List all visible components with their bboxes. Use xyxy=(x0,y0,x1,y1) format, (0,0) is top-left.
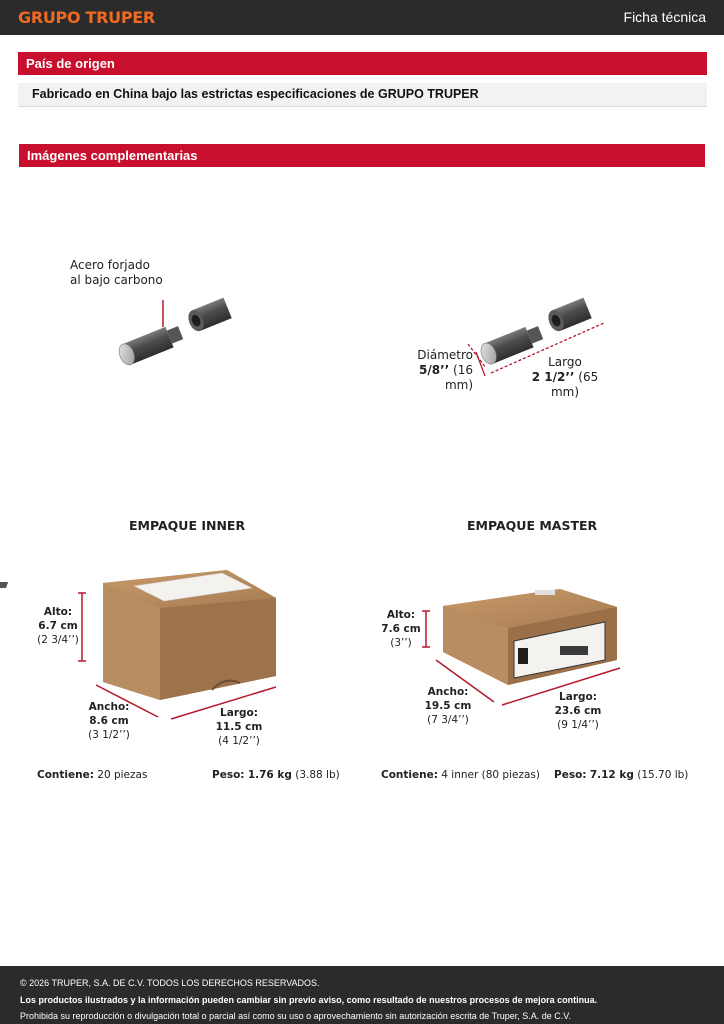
inner-length-label: Largo: xyxy=(220,707,258,719)
inner-height-cm: 6.7 cm xyxy=(38,620,78,632)
inner-contains-value: 20 piezas xyxy=(97,769,148,781)
inner-height-in: (2 3/4’’) xyxy=(37,634,79,646)
inner-weight-lb: (3.88 lb) xyxy=(295,769,340,781)
inner-width-in: (3 1/2’’) xyxy=(88,729,130,741)
material-label xyxy=(70,258,163,288)
master-length-label: Largo: xyxy=(559,691,597,703)
master-length-cm: 23.6 cm xyxy=(554,705,602,717)
section-images-title: Imágenes complementarias xyxy=(19,144,705,167)
inner-contains-label: Contiene: xyxy=(37,769,94,781)
inner-width-label: Ancho: xyxy=(88,701,130,713)
master-height-in: (3’’) xyxy=(390,637,412,649)
length-imperial: 2 1/2’’ xyxy=(531,370,575,384)
master-width xyxy=(422,685,474,727)
brand-logo: GRUPO TRUPER xyxy=(18,8,155,27)
master-width-label: Ancho: xyxy=(427,686,469,698)
diameter-imperial: 5/8’’ xyxy=(419,363,450,377)
master-contains-value: 4 inner (80 piezas) xyxy=(441,769,540,781)
master-width-in: (7 3/4’’) xyxy=(427,714,469,726)
inner-package-title: EMPAQUE INNER xyxy=(129,518,246,533)
inner-weight xyxy=(212,769,340,781)
inner-width-cm: 8.6 cm xyxy=(89,715,129,727)
material-label-line-1: Acero forjado xyxy=(70,258,150,272)
length-label xyxy=(520,355,610,400)
length-title: Largo xyxy=(548,355,582,369)
master-contains xyxy=(381,769,540,781)
master-package-title: EMPAQUE MASTER xyxy=(467,518,598,533)
master-weight-kg: 7.12 kg xyxy=(589,769,634,781)
diameter-title: Diámetro xyxy=(417,348,473,362)
material-label-line-2: al bajo carbono xyxy=(70,273,163,287)
diameter-label xyxy=(403,348,473,393)
master-length-in: (9 1/4’’) xyxy=(557,719,599,731)
footer-rights: Prohibida su reproducción o divulgación total o parcial así como su uso o aprovechamiento sin autorización escrita de Truper, S.A. de C.V. xyxy=(20,1011,571,1021)
inner-length-in: (4 1/2’’) xyxy=(218,735,260,747)
inner-weight-label: Peso: xyxy=(212,769,245,781)
inner-height-label: Alto: xyxy=(43,606,73,618)
section-origin-title: País de origen xyxy=(18,52,707,75)
origin-text: Fabricado en China bajo las estrictas especificaciones de GRUPO TRUPER xyxy=(18,83,707,107)
master-weight-label: Peso: xyxy=(554,769,587,781)
footer-copyright: © 2026 TRUPER, S.A. DE C.V. TODOS LOS DERECHOS RESERVADOS. xyxy=(20,978,320,988)
document-type: Ficha técnica xyxy=(623,9,706,25)
inner-contains xyxy=(37,769,147,781)
master-contains-label: Contiene: xyxy=(381,769,438,781)
footer xyxy=(0,966,724,1024)
master-height xyxy=(381,608,421,650)
master-height-cm: 7.6 cm xyxy=(381,623,421,635)
inner-length-cm: 11.5 cm xyxy=(215,721,263,733)
hinge-pin-left-illustration xyxy=(116,298,232,368)
inner-width xyxy=(84,700,134,742)
master-weight xyxy=(554,769,688,781)
footer-notice: Los productos ilustrados y la información pueden cambiar sin previo aviso, como resultado de nuestros procesos de mejora continua. xyxy=(20,994,598,1005)
length-metric: (65 mm) xyxy=(550,370,599,399)
diameter-metric: (16 mm) xyxy=(444,363,473,392)
inner-height xyxy=(36,605,80,647)
inner-weight-kg: 1.76 kg xyxy=(247,769,292,781)
master-weight-lb: (15.70 lb) xyxy=(637,769,689,781)
inner-length xyxy=(214,706,264,748)
master-length xyxy=(552,690,604,732)
master-width-cm: 19.5 cm xyxy=(424,700,472,712)
master-height-label: Alto: xyxy=(386,609,416,621)
